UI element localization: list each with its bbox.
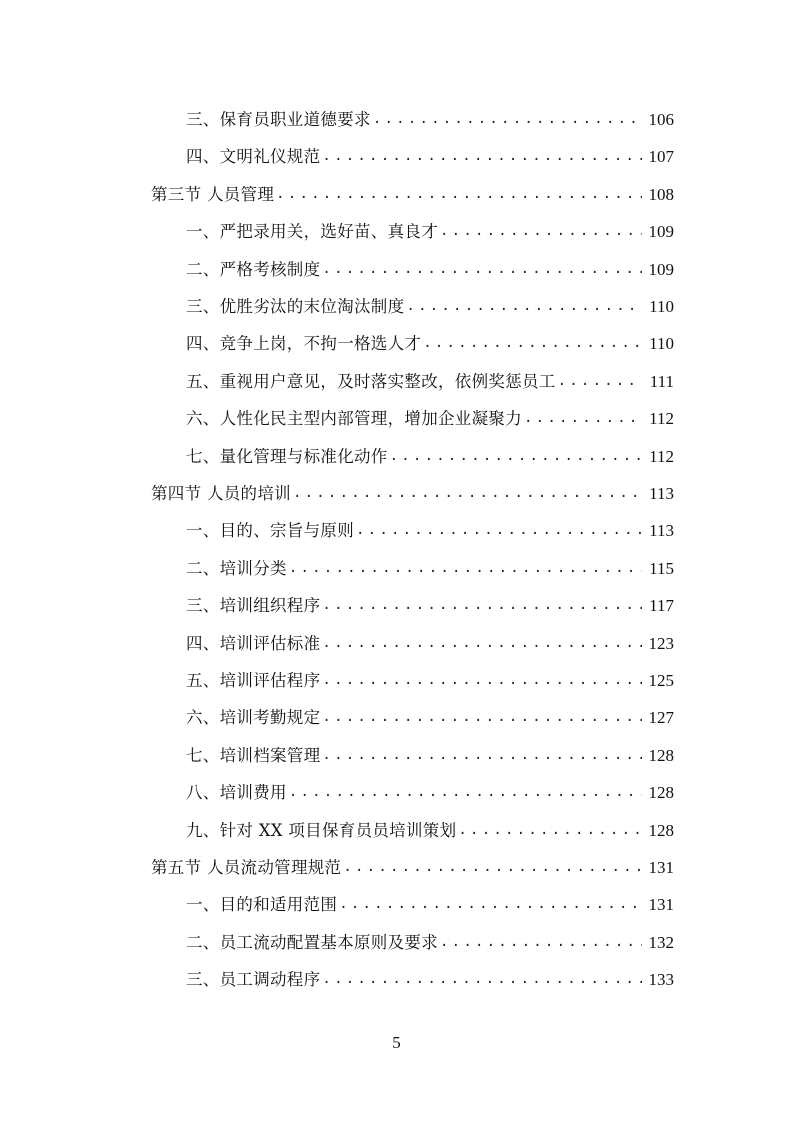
toc-entry-page-number: 106: [648, 110, 674, 129]
toc-entry-page-number: 108: [648, 184, 674, 204]
toc-entry-page-number: 125: [648, 671, 674, 690]
toc-subsection-entry[interactable]: [186, 550, 674, 587]
toc-entry-page-number: 109: [648, 259, 674, 279]
toc-entry-page-number: 113: [649, 521, 674, 541]
toc-subsection-entry[interactable]: [186, 363, 674, 400]
toc-subsection-entry[interactable]: [186, 288, 674, 325]
toc-subsection-entry[interactable]: [186, 101, 674, 138]
page-number: 5: [392, 1033, 401, 1052]
toc-subsection-entry[interactable]: [186, 438, 674, 475]
toc-dot-leader: [322, 662, 642, 699]
toc-entry-title: 二、培训分类: [186, 558, 287, 578]
toc-entry-page-number: 110: [649, 334, 674, 354]
toc-subsection-entry[interactable]: [186, 512, 674, 549]
toc-entry-page-number: 112: [649, 409, 674, 429]
toc-dot-leader: [390, 438, 642, 475]
toc-subsection-entry[interactable]: [186, 325, 674, 362]
toc-entry-page-number: 131: [648, 895, 674, 915]
toc-entry-page-number: 115: [649, 558, 674, 578]
toc-entry-title: 一、目的、宗旨与原则: [186, 521, 354, 541]
toc-dot-leader: [440, 924, 642, 961]
toc-dot-leader: [289, 774, 642, 811]
toc-entry-page-number: 109: [648, 222, 674, 242]
toc-entry-page-number: 110: [649, 297, 674, 316]
toc-dot-leader: [458, 812, 642, 849]
toc-entry-page-number: 133: [648, 970, 674, 990]
toc-subsection-entry[interactable]: [186, 251, 674, 288]
toc-section-entry[interactable]: [151, 475, 674, 512]
toc-dot-leader: [293, 475, 642, 512]
toc-dot-leader: [322, 961, 642, 998]
toc-dot-leader: [524, 400, 642, 437]
toc-entry-title: 八、培训费用: [186, 783, 287, 803]
toc-subsection-entry[interactable]: [186, 774, 674, 811]
toc-subsection-entry[interactable]: [186, 961, 674, 998]
toc-dot-leader: [440, 213, 642, 250]
toc-entry-page-number: 107: [648, 147, 674, 167]
toc-subsection-entry[interactable]: [186, 737, 674, 774]
toc-section-entry[interactable]: [151, 849, 674, 886]
toc-subsection-entry[interactable]: [186, 924, 674, 961]
toc-entry-title: 二、员工流动配置基本原则及要求: [186, 932, 438, 952]
toc-dot-leader: [423, 325, 642, 362]
toc-dot-leader: [322, 138, 642, 175]
toc-dot-leader: [343, 849, 642, 886]
toc-dot-leader: [406, 288, 642, 325]
toc-entry-title: 九、针对 XX 项目保育员员培训策划: [186, 820, 457, 840]
toc-entry-page-number: 127: [648, 708, 674, 728]
toc-entry-title: 三、保育员职业道德要求: [186, 110, 371, 129]
toc-dot-leader: [322, 737, 642, 774]
toc-entry-title: 六、人性化民主型内部管理，增加企业凝聚力: [186, 409, 522, 429]
toc-entry-title: 第五节 人员流动管理规范: [151, 858, 342, 877]
toc-dot-leader: [276, 176, 642, 213]
toc-entry-title: 一、目的和适用范围: [186, 895, 338, 915]
toc-subsection-entry[interactable]: [186, 662, 674, 699]
toc-entry-page-number: 117: [649, 596, 674, 616]
toc-entry-page-number: 131: [648, 858, 674, 877]
toc-entry-page-number: 128: [648, 820, 674, 840]
toc-subsection-entry[interactable]: [186, 587, 674, 624]
toc-dot-leader: [373, 101, 642, 138]
toc-dot-leader: [322, 587, 642, 624]
toc-entry-title: 六、培训考勤规定: [186, 708, 321, 728]
toc-entry-title: 五、重视用户意见，及时落实整改，依例奖惩员工: [186, 371, 556, 391]
toc-entry-title: 二、严格考核制度: [186, 259, 321, 279]
toc-entry-page-number: 123: [648, 633, 674, 653]
toc-dot-leader: [322, 251, 642, 288]
toc-entry-page-number: 113: [649, 484, 674, 503]
toc-dot-leader: [356, 512, 642, 549]
toc-entry-title: 七、培训档案管理: [186, 745, 321, 765]
toc-subsection-entry[interactable]: [186, 625, 674, 662]
toc-dot-leader: [322, 625, 642, 662]
toc-entry-page-number: 132: [648, 932, 674, 952]
toc-entry-title: 四、培训评估标准: [186, 633, 321, 653]
toc-entry-page-number: 128: [648, 783, 674, 803]
toc-dot-leader: [289, 550, 642, 587]
toc-entry-title: 四、文明礼仪规范: [186, 147, 321, 167]
toc-dot-leader: [558, 363, 642, 400]
toc-entry-title: 七、量化管理与标准化动作: [186, 446, 388, 466]
toc-entry-title: 三、优胜劣汰的末位淘汰制度: [186, 297, 405, 316]
toc-subsection-entry[interactable]: [186, 138, 674, 175]
toc-entry-page-number: 111: [649, 371, 674, 391]
toc-dot-leader: [339, 886, 642, 923]
toc-entry-page-number: 112: [649, 446, 674, 466]
toc-entry-title: 第三节 人员管理: [151, 184, 275, 204]
toc-entry-title: 三、培训组织程序: [186, 596, 321, 616]
toc-subsection-entry[interactable]: [186, 400, 674, 437]
toc-subsection-entry[interactable]: [186, 812, 674, 849]
toc-section-entry[interactable]: [151, 176, 674, 213]
toc-dot-leader: [322, 699, 642, 736]
toc-entry-title: 第四节 人员的培训: [151, 484, 291, 503]
toc-entry-page-number: 128: [648, 745, 674, 765]
toc-subsection-entry[interactable]: [186, 699, 674, 736]
toc-entry-title: 三、员工调动程序: [186, 970, 321, 990]
toc-entry-title: 一、严把录用关，选好苗、真良才: [186, 222, 438, 242]
toc-entry-title: 五、培训评估程序: [186, 671, 321, 690]
toc-entry-title: 四、竞争上岗，不拘一格选人才: [186, 334, 422, 354]
toc-subsection-entry[interactable]: [186, 886, 674, 923]
toc-subsection-entry[interactable]: [186, 213, 674, 250]
